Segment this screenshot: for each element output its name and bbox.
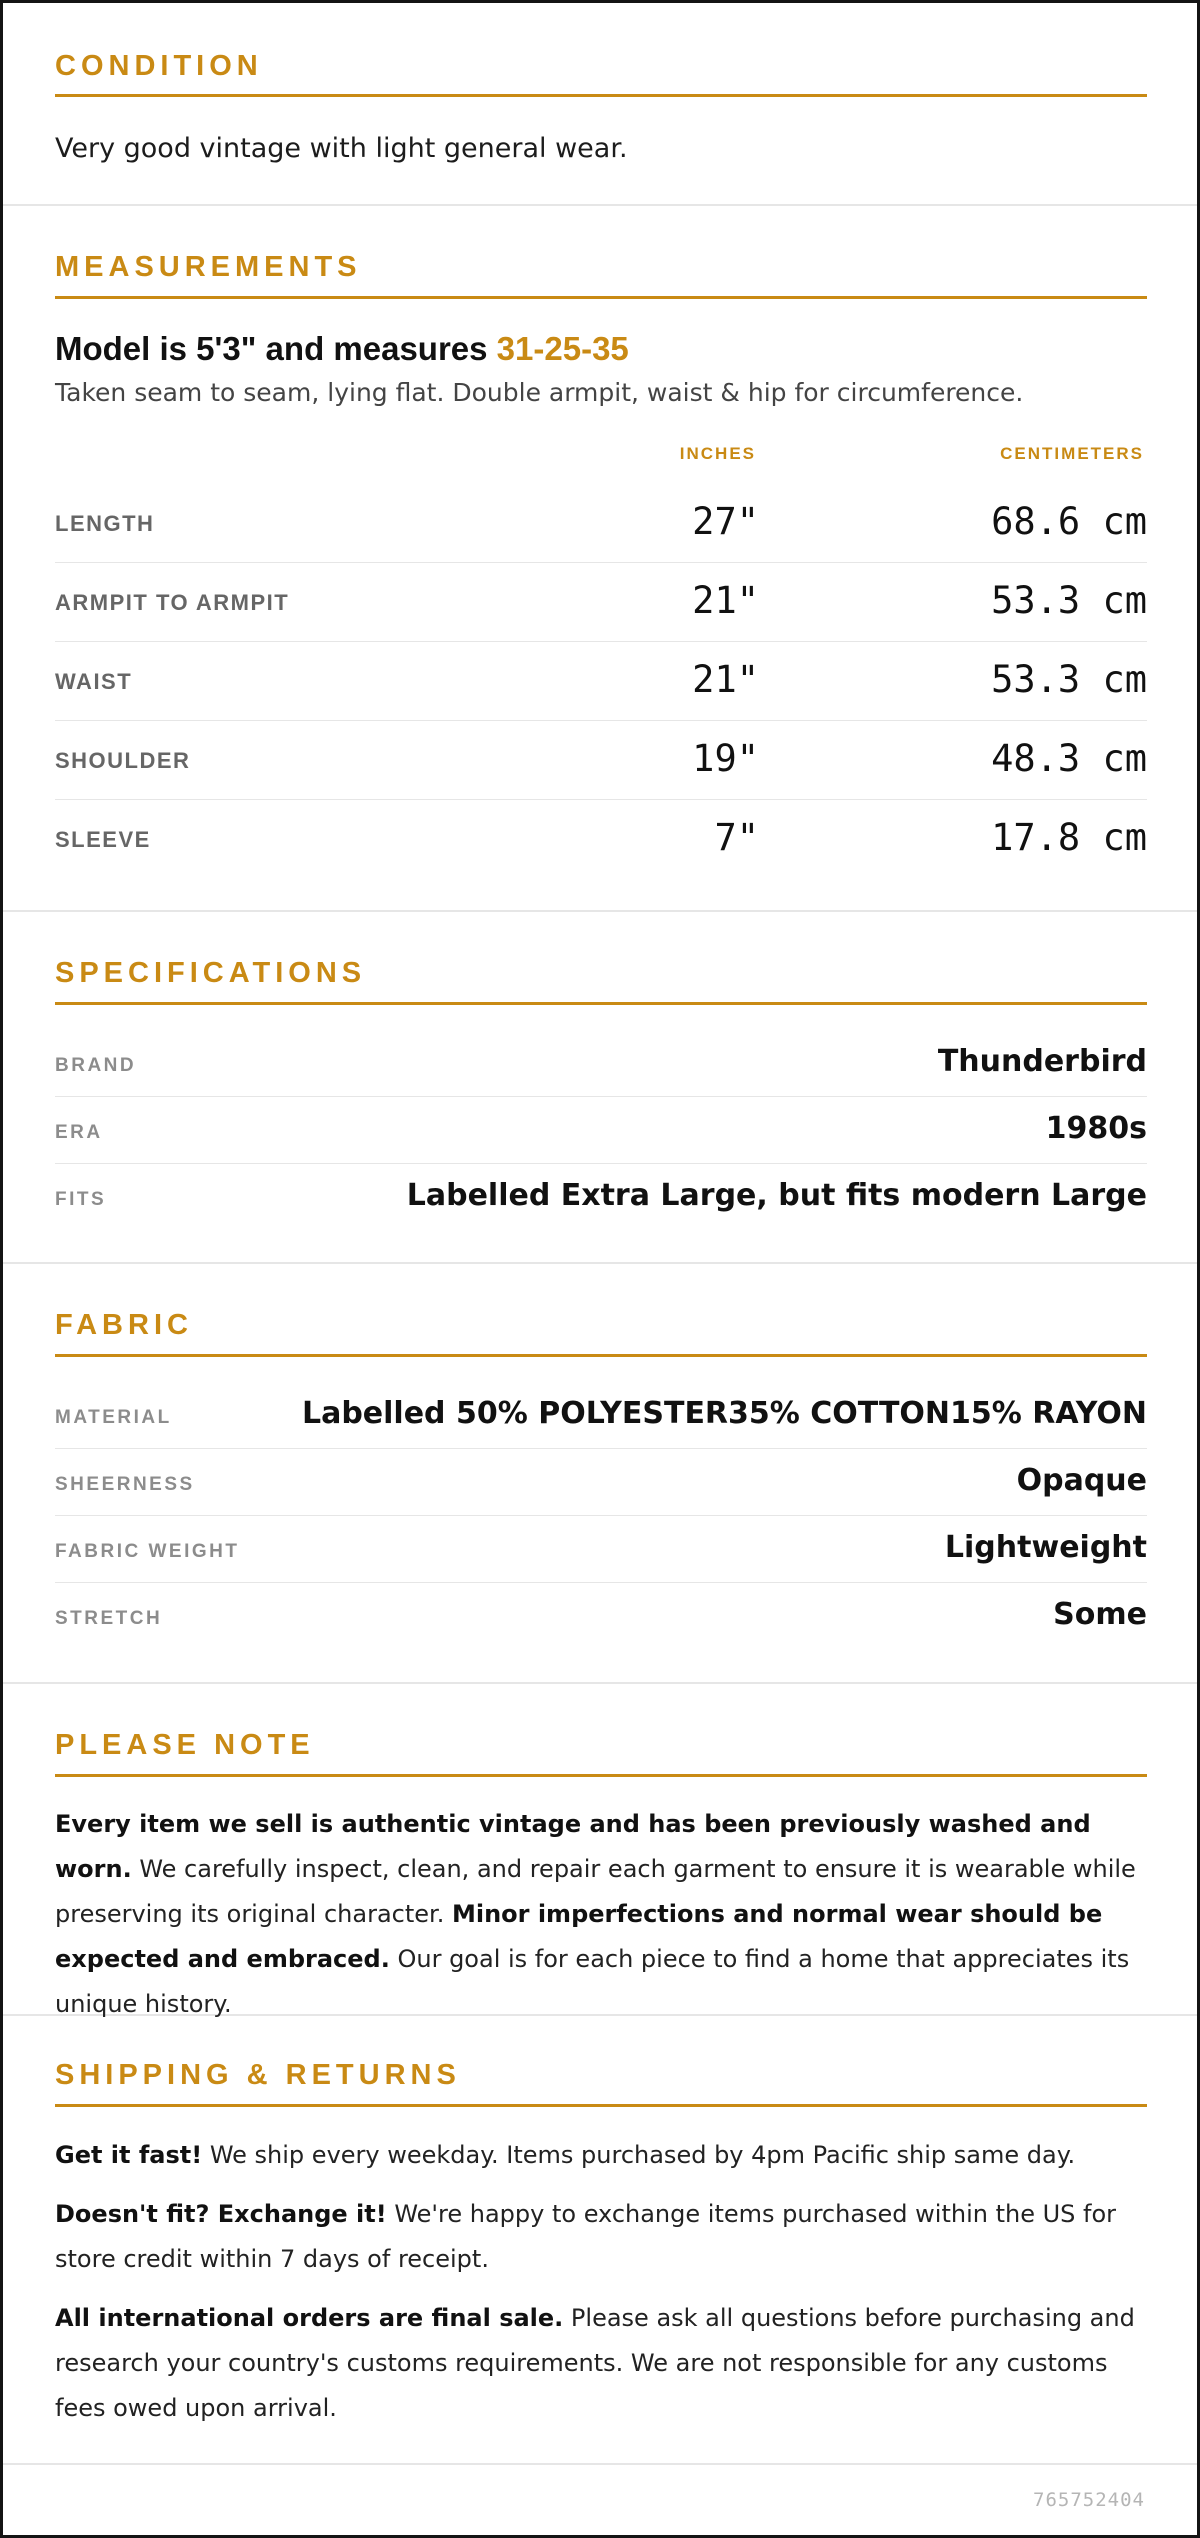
fabric-value: Some [1053,1597,1147,1632]
shipping-p3-text: Please ask all questions before purchasing and research your country's customs requirements. We are not responsible for any customs fees owed upon arrival. [55,2304,1135,2422]
fabric-row [55,1516,1147,1583]
fabric-label: FABRIC WEIGHT [55,1541,240,1562]
measurement-inches: 27" [692,500,759,543]
please-note-title: PLEASE NOTE [55,1729,315,1761]
condition-text: Very good vintage with light general wear. [55,133,628,164]
shipping-p1-bold: Get it fast! [55,2141,203,2169]
fabric-row [55,1449,1147,1516]
measurement-row [55,800,1147,879]
please-note-rule [55,1774,1147,1777]
condition-rule [55,94,1147,97]
measurements-rule [55,296,1147,299]
specifications-title: SPECIFICATIONS [55,957,367,989]
spec-value: Labelled Extra Large, but fits modern Large [406,1178,1147,1213]
measurement-row [55,484,1147,563]
shipping-paragraph-1 [55,2133,1147,2178]
condition-title: CONDITION [55,50,263,82]
please-note-section [3,1684,1197,2016]
please-note-text-2: Our goal is for each piece to find a home that appreciates its unique history. [55,1945,1130,2018]
specifications-rule [55,1002,1147,1005]
measurement-row [55,563,1147,642]
measurement-centimeters: 17.8 cm [991,816,1147,859]
fabric-row [55,1382,1147,1449]
fabric-title: FABRIC [55,1309,193,1341]
measurement-label: SHOULDER [55,748,191,773]
measurement-inches: 21" [692,579,759,622]
spec-row [55,1097,1147,1164]
measurement-centimeters: 53.3 cm [991,658,1147,701]
spec-row [55,1164,1147,1231]
condition-section [3,3,1197,206]
spec-label: FITS [55,1189,107,1210]
measurement-label: ARMPIT TO ARMPIT [55,590,290,615]
model-info-text: Model is 5'3" and measures [55,330,497,367]
measurement-label: SLEEVE [55,827,151,852]
shipping-p1-text: We ship every weekday. Items purchased by 4pm Pacific ship same day. [202,2141,1076,2169]
measurement-centimeters: 53.3 cm [991,579,1147,622]
measurement-row [55,642,1147,721]
column-header-inches: INCHES [679,444,756,463]
measurement-label: LENGTH [55,511,155,536]
item-id: 765752404 [1033,2489,1145,2511]
please-note-text [55,1802,1147,2027]
shipping-p2-text: We're happy to exchange items purchased within the US for store credit within 7 days of receipt. [55,2200,1117,2273]
measurement-inches: 19" [692,737,759,780]
fabric-label: STRETCH [55,1608,163,1629]
please-note-bold-2: Minor imperfections and normal wear should be expected and embraced. [55,1900,1103,1973]
fabric-rule [55,1354,1147,1357]
please-note-bold-1: Every item we sell is authentic vintage and has been previously washed and worn. [55,1810,1091,1883]
measurement-row [55,721,1147,800]
shipping-title: SHIPPING & RETURNS [55,2059,461,2091]
fabric-value: Lightweight [944,1530,1147,1565]
please-note-text-1: We carefully inspect, clean, and repair each garment to ensure it is wearable while preserving its original character. [55,1855,1136,1928]
fabric-section [3,1264,1197,1684]
model-info [55,330,629,368]
measurements-section [3,206,1197,912]
spec-value: 1980s [1045,1111,1147,1146]
column-header-centimeters: CENTIMETERS [1000,444,1144,463]
shipping-rule [55,2104,1147,2107]
measurement-label: WAIST [55,669,133,694]
measurement-centimeters: 48.3 cm [991,737,1147,780]
specifications-section [3,912,1197,1264]
model-measurements: 31-25-35 [496,330,629,367]
measurement-inches: 7" [714,816,759,859]
spec-label: ERA [55,1122,103,1143]
fabric-label: MATERIAL [55,1407,172,1428]
spec-label: BRAND [55,1055,137,1076]
measurement-inches: 21" [692,658,759,701]
spec-row [55,1030,1147,1097]
fabric-value: Labelled 50% POLYESTER35% COTTON15% RAYON [301,1396,1147,1431]
measurements-title: MEASUREMENTS [55,251,362,283]
fabric-label: SHEERNESS [55,1474,195,1495]
measurement-centimeters: 68.6 cm [991,500,1147,543]
fabric-row [55,1583,1147,1650]
spec-value: Thunderbird [937,1044,1147,1079]
shipping-section [3,2016,1197,2465]
shipping-p3-bold: All international orders are final sale. [55,2304,564,2332]
measurements-subtitle: Taken seam to seam, lying flat. Double armpit, waist & hip for circumference. [55,378,1024,407]
shipping-paragraph-3 [55,2296,1147,2431]
shipping-paragraph-2 [55,2192,1147,2282]
shipping-p2-bold: Doesn't fit? Exchange it! [55,2200,387,2228]
fabric-value: Opaque [1016,1463,1147,1498]
